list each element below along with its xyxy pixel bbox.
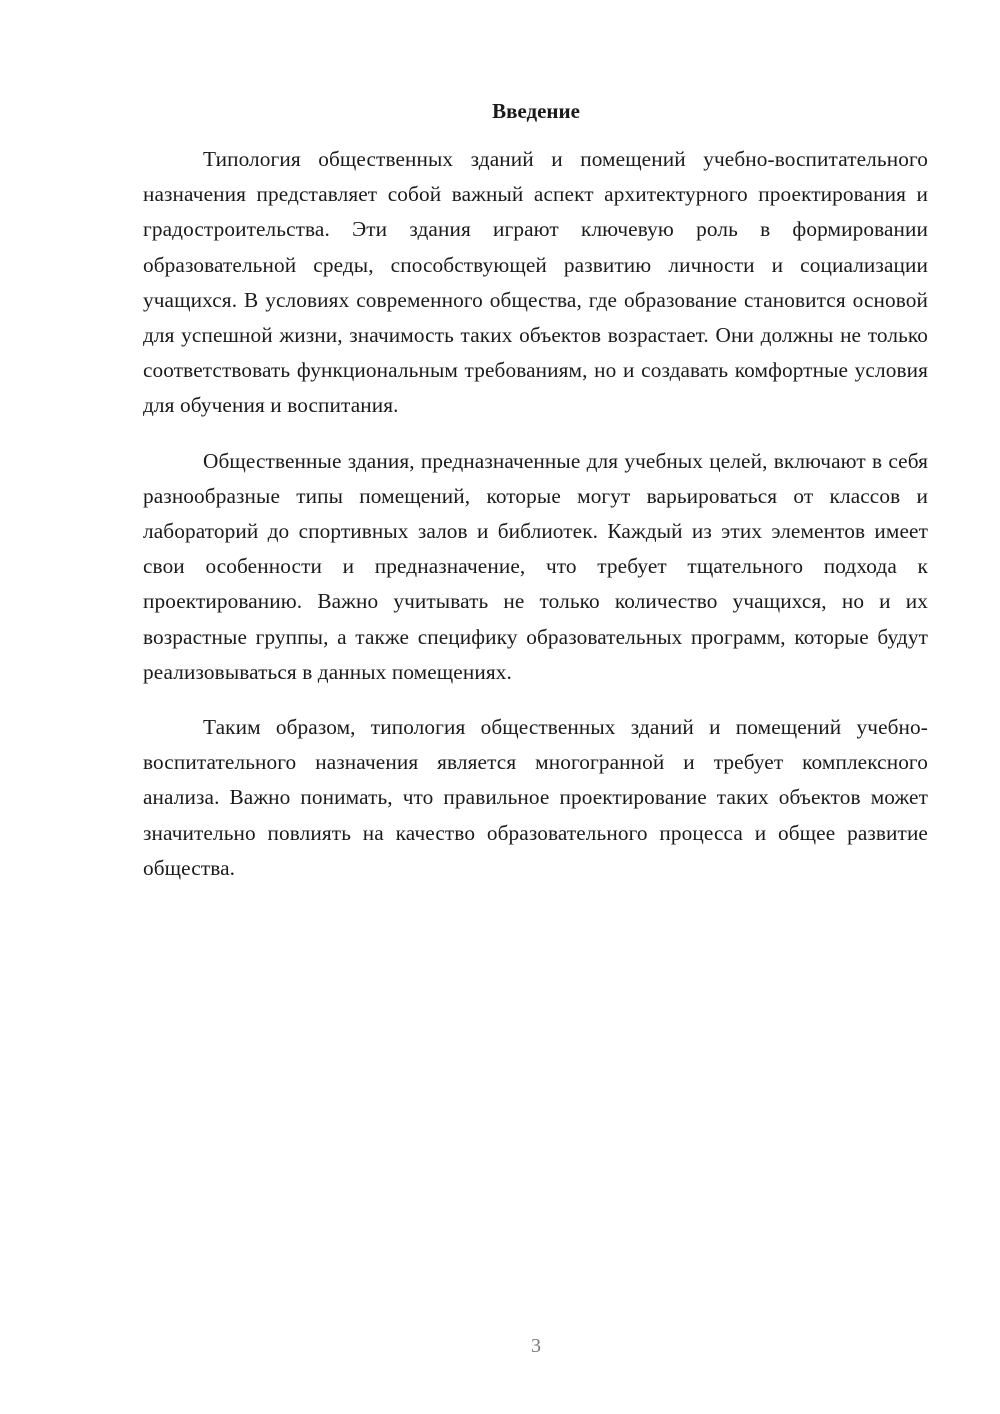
page-title: Введение [492, 99, 580, 123]
document-body [143, 142, 928, 906]
paragraph-1: Типология общественных зданий и помещений учебно-воспитательного назначения представляет собой важный аспект архитектурного проектирования и градостроительства. Эти здания играют ключевую роль в формировании образовательной среды, способствующей развитию личности и социализации учащихся. В условиях современного общества, где образование становится основой для успешной жизни, значимость таких объектов возрастает. Они должны не только соответствовать функциональным требованиям, но и создавать комфортные условия для обучения и воспитания. [143, 147, 928, 418]
page-number: 3 [531, 1335, 541, 1357]
paragraph-2: Общественные здания, предназначенные для учебных целей, включают в себя разнообразные типы помещений, которые могут варьироваться от классов и лабораторий до спортивных залов и библиотек. Каждый из этих элементов имеет свои особенности и предназначение, что требует тщательного подхода к проектированию. Важно учитывать не только количество учащихся, но и их возрастные группы, а также специфику образовательных программ, которые будут реализовываться в данных помещениях. [143, 448, 928, 684]
paragraph-3: Таким образом, типология общественных зданий и помещений учебно-воспитательного назначения является многогранной и требует комплексного анализа. Важно понимать, что правильное проектирование таких объектов может значительно повлиять на качество образовательного процесса и общее развитие общества. [143, 715, 928, 880]
